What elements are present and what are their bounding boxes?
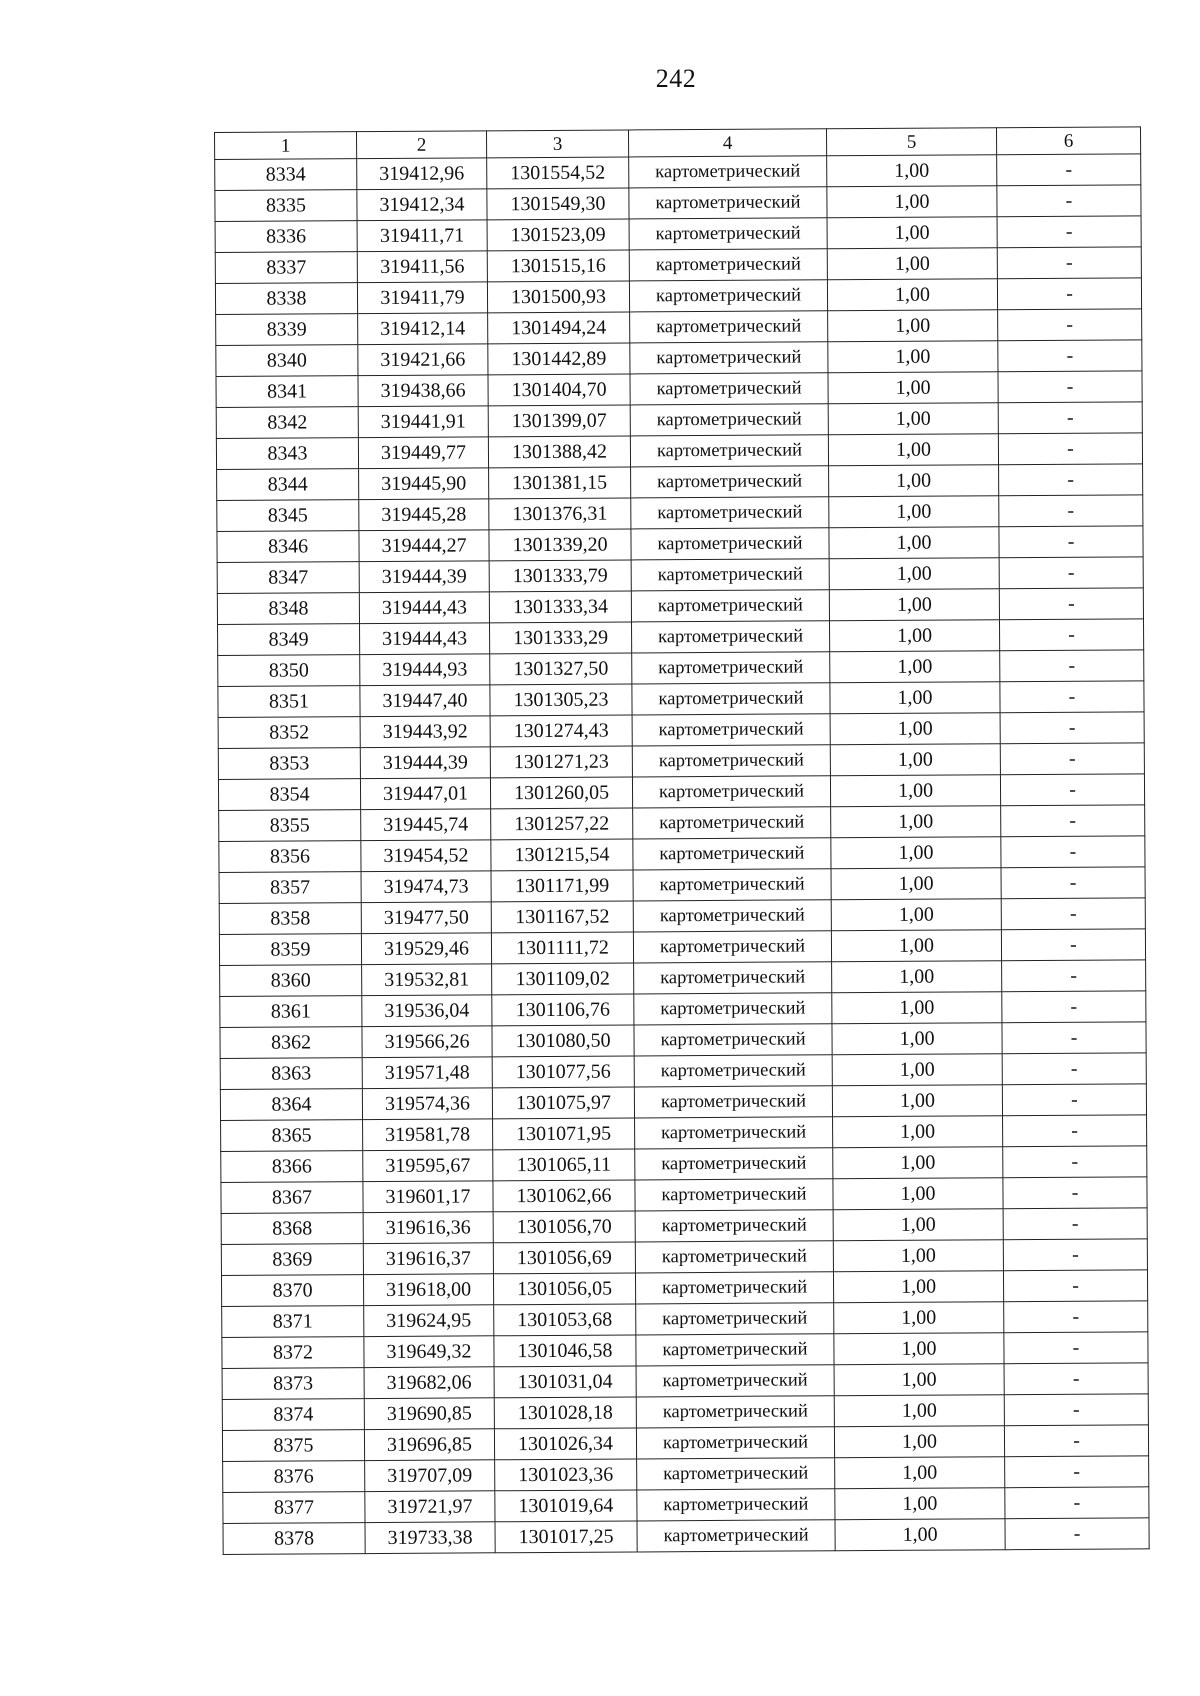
note-cell: - <box>997 185 1141 217</box>
y-coordinate-cell: 1301167,52 <box>491 901 633 933</box>
point-number-cell: 8355 <box>219 810 361 842</box>
y-coordinate-cell: 1301071,95 <box>493 1118 635 1150</box>
y-coordinate-cell: 1301523,09 <box>487 219 629 251</box>
y-coordinate-cell: 1301053,68 <box>494 1304 636 1336</box>
method-cell: картометрический <box>636 1427 834 1459</box>
method-cell: картометрический <box>635 1210 833 1242</box>
accuracy-cell: 1,00 <box>832 961 1002 993</box>
y-coordinate-cell: 1301023,36 <box>495 1459 637 1491</box>
note-cell: - <box>1000 712 1144 744</box>
point-number-cell: 8351 <box>218 686 360 718</box>
y-coordinate-cell: 1301549,30 <box>487 188 629 220</box>
accuracy-cell: 1,00 <box>833 1240 1003 1272</box>
note-cell: - <box>998 402 1142 434</box>
y-coordinate-cell: 1301111,72 <box>491 932 633 964</box>
accuracy-cell: 1,00 <box>831 837 1001 869</box>
y-coordinate-cell: 1301339,20 <box>489 529 631 561</box>
x-coordinate-cell: 319444,27 <box>359 530 489 562</box>
note-cell: - <box>998 371 1142 403</box>
method-cell: картометрический <box>630 435 828 467</box>
x-coordinate-cell: 319696,85 <box>364 1429 494 1461</box>
y-coordinate-cell: 1301327,50 <box>490 653 632 685</box>
accuracy-cell: 1,00 <box>834 1302 1004 1334</box>
note-cell: - <box>997 247 1141 279</box>
column-header: 6 <box>996 127 1140 155</box>
y-coordinate-cell: 1301075,97 <box>492 1087 634 1119</box>
x-coordinate-cell: 319441,91 <box>358 406 488 438</box>
x-coordinate-cell: 319447,01 <box>360 778 490 810</box>
point-number-cell: 8356 <box>219 841 361 873</box>
point-number-cell: 8378 <box>223 1523 365 1555</box>
note-cell: - <box>997 278 1141 310</box>
x-coordinate-cell: 319618,00 <box>363 1274 493 1306</box>
y-coordinate-cell: 1301106,76 <box>492 994 634 1026</box>
note-cell: - <box>999 464 1143 496</box>
point-number-cell: 8344 <box>217 469 359 501</box>
method-cell: картометрический <box>634 993 832 1025</box>
y-coordinate-cell: 1301305,23 <box>490 684 632 716</box>
y-coordinate-cell: 1301026,34 <box>494 1428 636 1460</box>
method-cell: картометрический <box>631 466 829 498</box>
accuracy-cell: 1,00 <box>834 1426 1004 1458</box>
method-cell: картометрический <box>637 1458 835 1490</box>
accuracy-cell: 1,00 <box>833 1147 1003 1179</box>
note-cell: - <box>999 588 1143 620</box>
method-cell: картометрический <box>633 900 831 932</box>
method-cell: картометрический <box>631 497 829 529</box>
point-number-cell: 8369 <box>221 1244 363 1276</box>
accuracy-cell: 1,00 <box>835 1457 1005 1489</box>
y-coordinate-cell: 1301554,52 <box>487 157 629 189</box>
y-coordinate-cell: 1301031,04 <box>494 1366 636 1398</box>
point-number-cell: 8354 <box>218 779 360 811</box>
method-cell: картометрический <box>632 683 830 715</box>
point-number-cell: 8340 <box>216 345 358 377</box>
method-cell: картометрический <box>632 621 830 653</box>
y-coordinate-cell: 1301494,24 <box>488 312 630 344</box>
method-cell: картометрический <box>634 962 832 994</box>
point-number-cell: 8350 <box>218 655 360 687</box>
note-cell: - <box>1002 1022 1146 1054</box>
y-coordinate-cell: 1301109,02 <box>492 963 634 995</box>
method-cell: картометрический <box>633 838 831 870</box>
method-cell: картометрический <box>629 280 827 312</box>
x-coordinate-cell: 319649,32 <box>364 1336 494 1368</box>
x-coordinate-cell: 319443,92 <box>360 716 490 748</box>
x-coordinate-cell: 319445,28 <box>359 499 489 531</box>
x-coordinate-cell: 319566,26 <box>362 1026 492 1058</box>
method-cell: картометрический <box>635 1272 833 1304</box>
y-coordinate-cell: 1301442,89 <box>488 343 630 375</box>
accuracy-cell: 1,00 <box>832 1023 1002 1055</box>
x-coordinate-cell: 319444,39 <box>360 747 490 779</box>
x-coordinate-cell: 319421,66 <box>358 344 488 376</box>
accuracy-cell: 1,00 <box>833 1209 1003 1241</box>
method-cell: картометрический <box>635 1148 833 1180</box>
note-cell: - <box>1004 1332 1148 1364</box>
point-number-cell: 8363 <box>220 1058 362 1090</box>
note-cell: - <box>1000 774 1144 806</box>
method-cell: картометрический <box>636 1365 834 1397</box>
accuracy-cell: 1,00 <box>832 1054 1002 1086</box>
note-cell: - <box>1003 1146 1147 1178</box>
accuracy-cell: 1,00 <box>828 434 998 466</box>
y-coordinate-cell: 1301215,54 <box>491 839 633 871</box>
method-cell: картометрический <box>636 1396 834 1428</box>
note-cell: - <box>1001 805 1145 837</box>
note-cell: - <box>1002 1084 1146 1116</box>
note-cell: - <box>1001 836 1145 868</box>
accuracy-cell: 1,00 <box>830 775 1000 807</box>
method-cell: картометрический <box>637 1520 835 1552</box>
accuracy-cell: 1,00 <box>829 589 999 621</box>
note-cell: - <box>1000 743 1144 775</box>
x-coordinate-cell: 319445,90 <box>359 468 489 500</box>
y-coordinate-cell: 1301056,69 <box>493 1242 635 1274</box>
point-number-cell: 8337 <box>215 252 357 284</box>
method-cell: картометрический <box>629 187 827 219</box>
method-cell: картометрический <box>629 249 827 281</box>
x-coordinate-cell: 319477,50 <box>361 902 491 934</box>
note-cell: - <box>999 526 1143 558</box>
accuracy-cell: 1,00 <box>829 527 999 559</box>
x-coordinate-cell: 319412,14 <box>358 313 488 345</box>
y-coordinate-cell: 1301333,34 <box>489 591 631 623</box>
method-cell: картометрический <box>634 1055 832 1087</box>
method-cell: картометрический <box>636 1303 834 1335</box>
y-coordinate-cell: 1301062,66 <box>493 1180 635 1212</box>
accuracy-cell: 1,00 <box>828 372 998 404</box>
point-number-cell: 8348 <box>217 593 359 625</box>
point-number-cell: 8364 <box>220 1089 362 1121</box>
accuracy-cell: 1,00 <box>827 279 997 311</box>
point-number-cell: 8373 <box>222 1368 364 1400</box>
point-number-cell: 8376 <box>223 1461 365 1493</box>
x-coordinate-cell: 319532,81 <box>362 964 492 996</box>
y-coordinate-cell: 1301260,05 <box>490 777 632 809</box>
x-coordinate-cell: 319616,36 <box>363 1212 493 1244</box>
method-cell: картометрический <box>636 1334 834 1366</box>
accuracy-cell: 1,00 <box>829 496 999 528</box>
point-number-cell: 8357 <box>219 872 361 904</box>
y-coordinate-cell: 1301515,16 <box>487 250 629 282</box>
method-cell: картометрический <box>631 528 829 560</box>
method-cell: картометрический <box>635 1179 833 1211</box>
y-coordinate-cell: 1301257,22 <box>491 808 633 840</box>
accuracy-cell: 1,00 <box>831 806 1001 838</box>
accuracy-cell: 1,00 <box>827 217 997 249</box>
accuracy-cell: 1,00 <box>828 403 998 435</box>
method-cell: картометрический <box>634 1086 832 1118</box>
note-cell: - <box>1004 1394 1148 1426</box>
accuracy-cell: 1,00 <box>834 1333 1004 1365</box>
x-coordinate-cell: 319690,85 <box>364 1398 494 1430</box>
point-number-cell: 8368 <box>221 1213 363 1245</box>
y-coordinate-cell: 1301028,18 <box>494 1397 636 1429</box>
y-coordinate-cell: 1301017,25 <box>495 1521 637 1553</box>
accuracy-cell: 1,00 <box>832 992 1002 1024</box>
x-coordinate-cell: 319447,40 <box>360 685 490 717</box>
note-cell: - <box>998 433 1142 465</box>
point-number-cell: 8334 <box>215 159 357 191</box>
y-coordinate-cell: 1301019,64 <box>495 1490 637 1522</box>
point-number-cell: 8362 <box>220 1027 362 1059</box>
y-coordinate-cell: 1301376,31 <box>489 498 631 530</box>
x-coordinate-cell: 319721,97 <box>365 1491 495 1523</box>
x-coordinate-cell: 319454,52 <box>361 840 491 872</box>
accuracy-cell: 1,00 <box>827 186 997 218</box>
point-number-cell: 8365 <box>221 1120 363 1152</box>
note-cell: - <box>998 309 1142 341</box>
method-cell: картометрический <box>634 1024 832 1056</box>
point-number-cell: 8347 <box>217 562 359 594</box>
accuracy-cell: 1,00 <box>835 1519 1005 1551</box>
column-header: 5 <box>826 128 996 156</box>
point-number-cell: 8353 <box>218 748 360 780</box>
point-number-cell: 8377 <box>223 1492 365 1524</box>
y-coordinate-cell: 1301271,23 <box>490 746 632 778</box>
point-number-cell: 8366 <box>221 1151 363 1183</box>
x-coordinate-cell: 319536,04 <box>362 995 492 1027</box>
point-number-cell: 8335 <box>215 190 357 222</box>
point-number-cell: 8359 <box>219 934 361 966</box>
method-cell: картометрический <box>633 869 831 901</box>
method-cell: картометрический <box>630 311 828 343</box>
note-cell: - <box>1000 650 1144 682</box>
y-coordinate-cell: 1301046,58 <box>494 1335 636 1367</box>
method-cell: картометрический <box>635 1241 833 1273</box>
y-coordinate-cell: 1301274,43 <box>490 715 632 747</box>
x-coordinate-cell: 319444,43 <box>359 592 489 624</box>
x-coordinate-cell: 319733,38 <box>365 1522 495 1554</box>
y-coordinate-cell: 1301333,29 <box>490 622 632 654</box>
note-cell: - <box>997 216 1141 248</box>
note-cell: - <box>1005 1518 1149 1550</box>
note-cell: - <box>1005 1456 1149 1488</box>
point-number-cell: 8358 <box>219 903 361 935</box>
note-cell: - <box>1001 867 1145 899</box>
y-coordinate-cell: 1301080,50 <box>492 1025 634 1057</box>
x-coordinate-cell: 319601,17 <box>363 1181 493 1213</box>
y-coordinate-cell: 1301056,70 <box>493 1211 635 1243</box>
point-number-cell: 8361 <box>220 996 362 1028</box>
method-cell: картометрический <box>635 1117 833 1149</box>
method-cell: картометрический <box>630 404 828 436</box>
x-coordinate-cell: 319571,48 <box>362 1057 492 1089</box>
method-cell: картометрический <box>632 776 830 808</box>
y-coordinate-cell: 1301065,11 <box>493 1149 635 1181</box>
point-number-cell: 8352 <box>218 717 360 749</box>
method-cell: картометрический <box>633 807 831 839</box>
accuracy-cell: 1,00 <box>830 651 1000 683</box>
x-coordinate-cell: 319438,66 <box>358 375 488 407</box>
y-coordinate-cell: 1301381,15 <box>489 467 631 499</box>
note-cell: - <box>1002 1053 1146 1085</box>
column-header: 1 <box>215 132 357 160</box>
x-coordinate-cell: 319445,74 <box>361 809 491 841</box>
column-header: 2 <box>357 131 487 159</box>
accuracy-cell: 1,00 <box>835 1488 1005 1520</box>
method-cell: картометрический <box>630 342 828 374</box>
note-cell: - <box>1003 1208 1147 1240</box>
x-coordinate-cell: 319444,93 <box>360 654 490 686</box>
y-coordinate-cell: 1301399,07 <box>488 405 630 437</box>
x-coordinate-cell: 319411,71 <box>357 220 487 252</box>
coordinates-table <box>214 126 1150 1555</box>
method-cell: картометрический <box>629 218 827 250</box>
point-number-cell: 8367 <box>221 1182 363 1214</box>
point-number-cell: 8338 <box>215 283 357 315</box>
accuracy-cell: 1,00 <box>830 713 1000 745</box>
method-cell: картометрический <box>632 745 830 777</box>
point-number-cell: 8349 <box>218 624 360 656</box>
note-cell: - <box>1003 1270 1147 1302</box>
note-cell: - <box>999 619 1143 651</box>
method-cell: картометрический <box>630 373 828 405</box>
note-cell: - <box>1005 1487 1149 1519</box>
accuracy-cell: 1,00 <box>830 682 1000 714</box>
note-cell: - <box>998 340 1142 372</box>
y-coordinate-cell: 1301171,99 <box>491 870 633 902</box>
method-cell: картометрический <box>632 652 830 684</box>
method-cell: картометрический <box>637 1489 835 1521</box>
accuracy-cell: 1,00 <box>832 1085 1002 1117</box>
note-cell: - <box>1000 681 1144 713</box>
accuracy-cell: 1,00 <box>829 465 999 497</box>
x-coordinate-cell: 319412,34 <box>357 189 487 221</box>
point-number-cell: 8342 <box>216 407 358 439</box>
point-number-cell: 8345 <box>217 500 359 532</box>
method-cell: картометрический <box>631 590 829 622</box>
accuracy-cell: 1,00 <box>827 248 997 280</box>
table-body <box>215 154 1150 1555</box>
point-number-cell: 8336 <box>215 221 357 253</box>
note-cell: - <box>1002 991 1146 1023</box>
x-coordinate-cell: 319529,46 <box>361 933 491 965</box>
method-cell: картометрический <box>633 931 831 963</box>
accuracy-cell: 1,00 <box>829 558 999 590</box>
x-coordinate-cell: 319411,56 <box>357 251 487 283</box>
column-header: 3 <box>486 130 628 158</box>
table-row <box>223 1518 1149 1555</box>
y-coordinate-cell: 1301500,93 <box>487 281 629 313</box>
note-cell: - <box>1004 1425 1148 1457</box>
point-number-cell: 8372 <box>222 1337 364 1369</box>
x-coordinate-cell: 319581,78 <box>363 1119 493 1151</box>
accuracy-cell: 1,00 <box>831 930 1001 962</box>
accuracy-cell: 1,00 <box>828 341 998 373</box>
method-cell: картометрический <box>632 714 830 746</box>
note-cell: - <box>1001 898 1145 930</box>
point-number-cell: 8346 <box>217 531 359 563</box>
note-cell: - <box>1001 929 1145 961</box>
x-coordinate-cell: 319412,96 <box>357 158 487 190</box>
x-coordinate-cell: 319682,06 <box>364 1367 494 1399</box>
x-coordinate-cell: 319707,09 <box>365 1460 495 1492</box>
note-cell: - <box>999 557 1143 589</box>
y-coordinate-cell: 1301333,79 <box>489 560 631 592</box>
point-number-cell: 8339 <box>216 314 358 346</box>
accuracy-cell: 1,00 <box>828 310 998 342</box>
page-number: 242 <box>655 64 697 93</box>
note-cell: - <box>999 495 1143 527</box>
accuracy-cell: 1,00 <box>829 620 999 652</box>
note-cell: - <box>1004 1301 1148 1333</box>
y-coordinate-cell: 1301056,05 <box>493 1273 635 1305</box>
accuracy-cell: 1,00 <box>831 868 1001 900</box>
x-coordinate-cell: 319411,79 <box>357 282 487 314</box>
y-coordinate-cell: 1301404,70 <box>488 374 630 406</box>
x-coordinate-cell: 319616,37 <box>363 1243 493 1275</box>
x-coordinate-cell: 319474,73 <box>361 871 491 903</box>
x-coordinate-cell: 319449,77 <box>358 437 488 469</box>
method-cell: картометрический <box>629 156 827 188</box>
x-coordinate-cell: 319574,36 <box>362 1088 492 1120</box>
x-coordinate-cell: 319595,67 <box>363 1150 493 1182</box>
point-number-cell: 8371 <box>222 1306 364 1338</box>
note-cell: - <box>1004 1363 1148 1395</box>
column-header: 4 <box>628 129 826 157</box>
accuracy-cell: 1,00 <box>834 1364 1004 1396</box>
accuracy-cell: 1,00 <box>833 1116 1003 1148</box>
x-coordinate-cell: 319624,95 <box>364 1305 494 1337</box>
accuracy-cell: 1,00 <box>833 1178 1003 1210</box>
point-number-cell: 8360 <box>220 965 362 997</box>
point-number-cell: 8343 <box>216 438 358 470</box>
point-number-cell: 8341 <box>216 376 358 408</box>
accuracy-cell: 1,00 <box>830 744 1000 776</box>
note-cell: - <box>1003 1177 1147 1209</box>
note-cell: - <box>1003 1239 1147 1271</box>
accuracy-cell: 1,00 <box>833 1271 1003 1303</box>
point-number-cell: 8375 <box>222 1430 364 1462</box>
y-coordinate-cell: 1301077,56 <box>492 1056 634 1088</box>
method-cell: картометрический <box>631 559 829 591</box>
note-cell: - <box>997 154 1141 186</box>
note-cell: - <box>1002 960 1146 992</box>
point-number-cell: 8374 <box>222 1399 364 1431</box>
point-number-cell: 8370 <box>221 1275 363 1307</box>
x-coordinate-cell: 319444,43 <box>360 623 490 655</box>
accuracy-cell: 1,00 <box>831 899 1001 931</box>
accuracy-cell: 1,00 <box>827 155 997 187</box>
accuracy-cell: 1,00 <box>834 1395 1004 1427</box>
x-coordinate-cell: 319444,39 <box>359 561 489 593</box>
note-cell: - <box>1003 1115 1147 1147</box>
y-coordinate-cell: 1301388,42 <box>488 436 630 468</box>
